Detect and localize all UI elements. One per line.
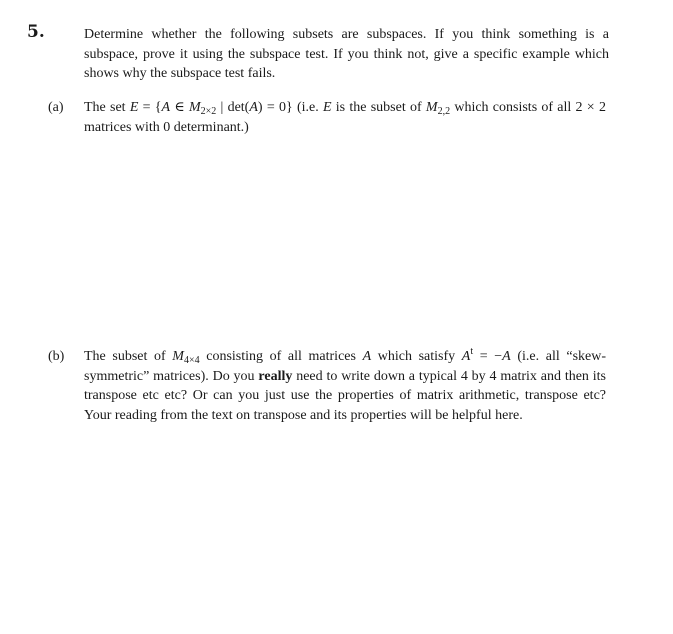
text-segment: | det( [216,100,250,115]
part-b-text [84,347,606,425]
text-segment: consisting of all matrices [199,349,363,364]
math-var: E [322,100,332,115]
math-subscript: 2,2 [437,106,451,117]
math-var: M [188,100,201,115]
math-var: M [425,100,438,115]
text-segment: The subset of [84,349,173,364]
emphasis-text: really [258,368,293,384]
text-segment: need to write down a typical 4 by 4 matrix and then its transpose etc etc? Or can you just use the properties of matrix arithmetic, transpose etc? Your reading from the text on transpose and its properties will be helpful here. [84,368,606,423]
part-a [48,98,608,137]
math-subscript: 4×4 [183,355,200,366]
math-var: A [249,100,258,115]
text-segment: = − [473,349,503,364]
text-segment: The set [84,100,130,115]
math-var: A [362,349,372,364]
math-var: A [461,349,471,364]
math-var: A [161,100,171,115]
problem-intro [84,25,609,84]
text-segment: = { [138,100,162,115]
math-var: A [502,349,511,364]
text-segment: ∈ [170,100,189,115]
math-var: M [172,349,184,364]
part-b [48,347,608,425]
part-b-label: (b) [48,349,65,364]
math-superscript: t [470,346,474,357]
problem-number: 5. [27,22,45,42]
intro-text: Determine whether the following subsets are subspaces. If you think something is a subspace, prove it using the subspace test. If you think not, give a specific example which shows why the subspace test fails. [84,27,609,81]
text-segment: which satisfy [371,349,462,364]
text-segment: ) = 0} (i.e. [257,100,323,115]
part-a-text [84,98,606,137]
text-segment: (i.e. all “skew-symmetric” matrices). Do you [84,349,607,384]
text-segment: is the subset of [331,100,426,115]
math-subscript: 2×2 [200,106,217,117]
text-segment: which consists of all 2 × 2 matrices with 0 determinant.) [84,100,606,135]
part-a-label: (a) [48,100,64,115]
math-var: E [129,100,139,115]
